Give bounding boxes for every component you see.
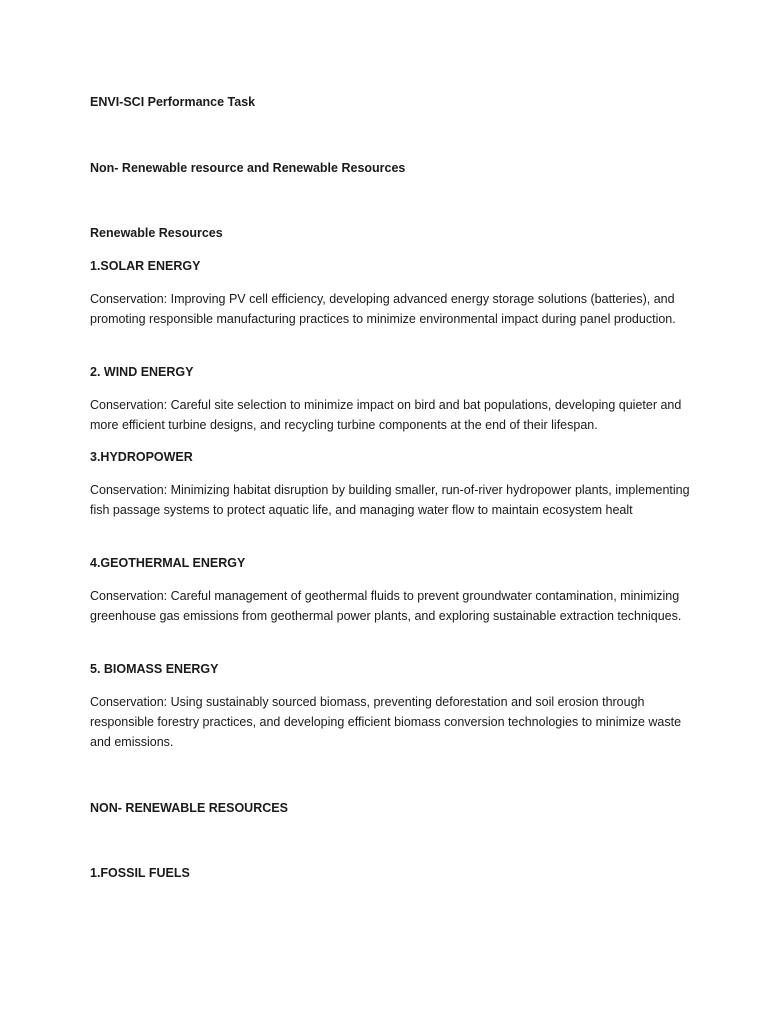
wind-conservation-text: Conservation: Careful site selection to minimize impact on bird and bat populations, developing quieter and more efficient turbine designs, and recycling turbine components at the end of their lifespan. <box>90 398 682 432</box>
nonrenewable-heading: NON- RENEWABLE RESOURCES <box>90 801 288 815</box>
document-title: ENVI-SCI Performance Task <box>90 95 256 109</box>
geothermal-conservation-text: Conservation: Careful management of geothermal fluids to prevent groundwater contamination, minimizing greenhouse gas emissions from geothermal power plants, and exploring sustainable extraction techniques. <box>90 589 682 623</box>
geothermal-heading: 4.GEOTHERMAL ENERGY <box>90 556 246 570</box>
biomass-conservation-text: Conservation: Using sustainably sourced biomass, preventing deforestation and soil erosion through responsible forestry practices, and developing efficient biomass conversion technologies to minimize waste and emissions. <box>90 695 682 749</box>
solar-heading: 1.SOLAR ENERGY <box>90 259 201 273</box>
fossil-fuels-heading: 1.FOSSIL FUELS <box>90 866 190 880</box>
solar-conservation-text: Conservation: Improving PV cell efficiency, developing advanced energy storage solutions (batteries), and promoting responsible manufacturing practices to minimize environmental impact during panel production. <box>90 292 676 326</box>
biomass-heading: 5. BIOMASS ENERGY <box>90 662 219 676</box>
renewable-heading: Renewable Resources <box>90 226 223 240</box>
hydropower-heading: 3.HYDROPOWER <box>90 450 193 464</box>
document-subtitle: Non- Renewable resource and Renewable Resources <box>90 161 406 175</box>
hydropower-conservation-text: Conservation: Minimizing habitat disruption by building smaller, run-of-river hydropower plants, implementing fish passage systems to protect aquatic life, and managing water flow to maintain ecosystem healt <box>90 483 690 517</box>
wind-heading: 2. WIND ENERGY <box>90 365 194 379</box>
